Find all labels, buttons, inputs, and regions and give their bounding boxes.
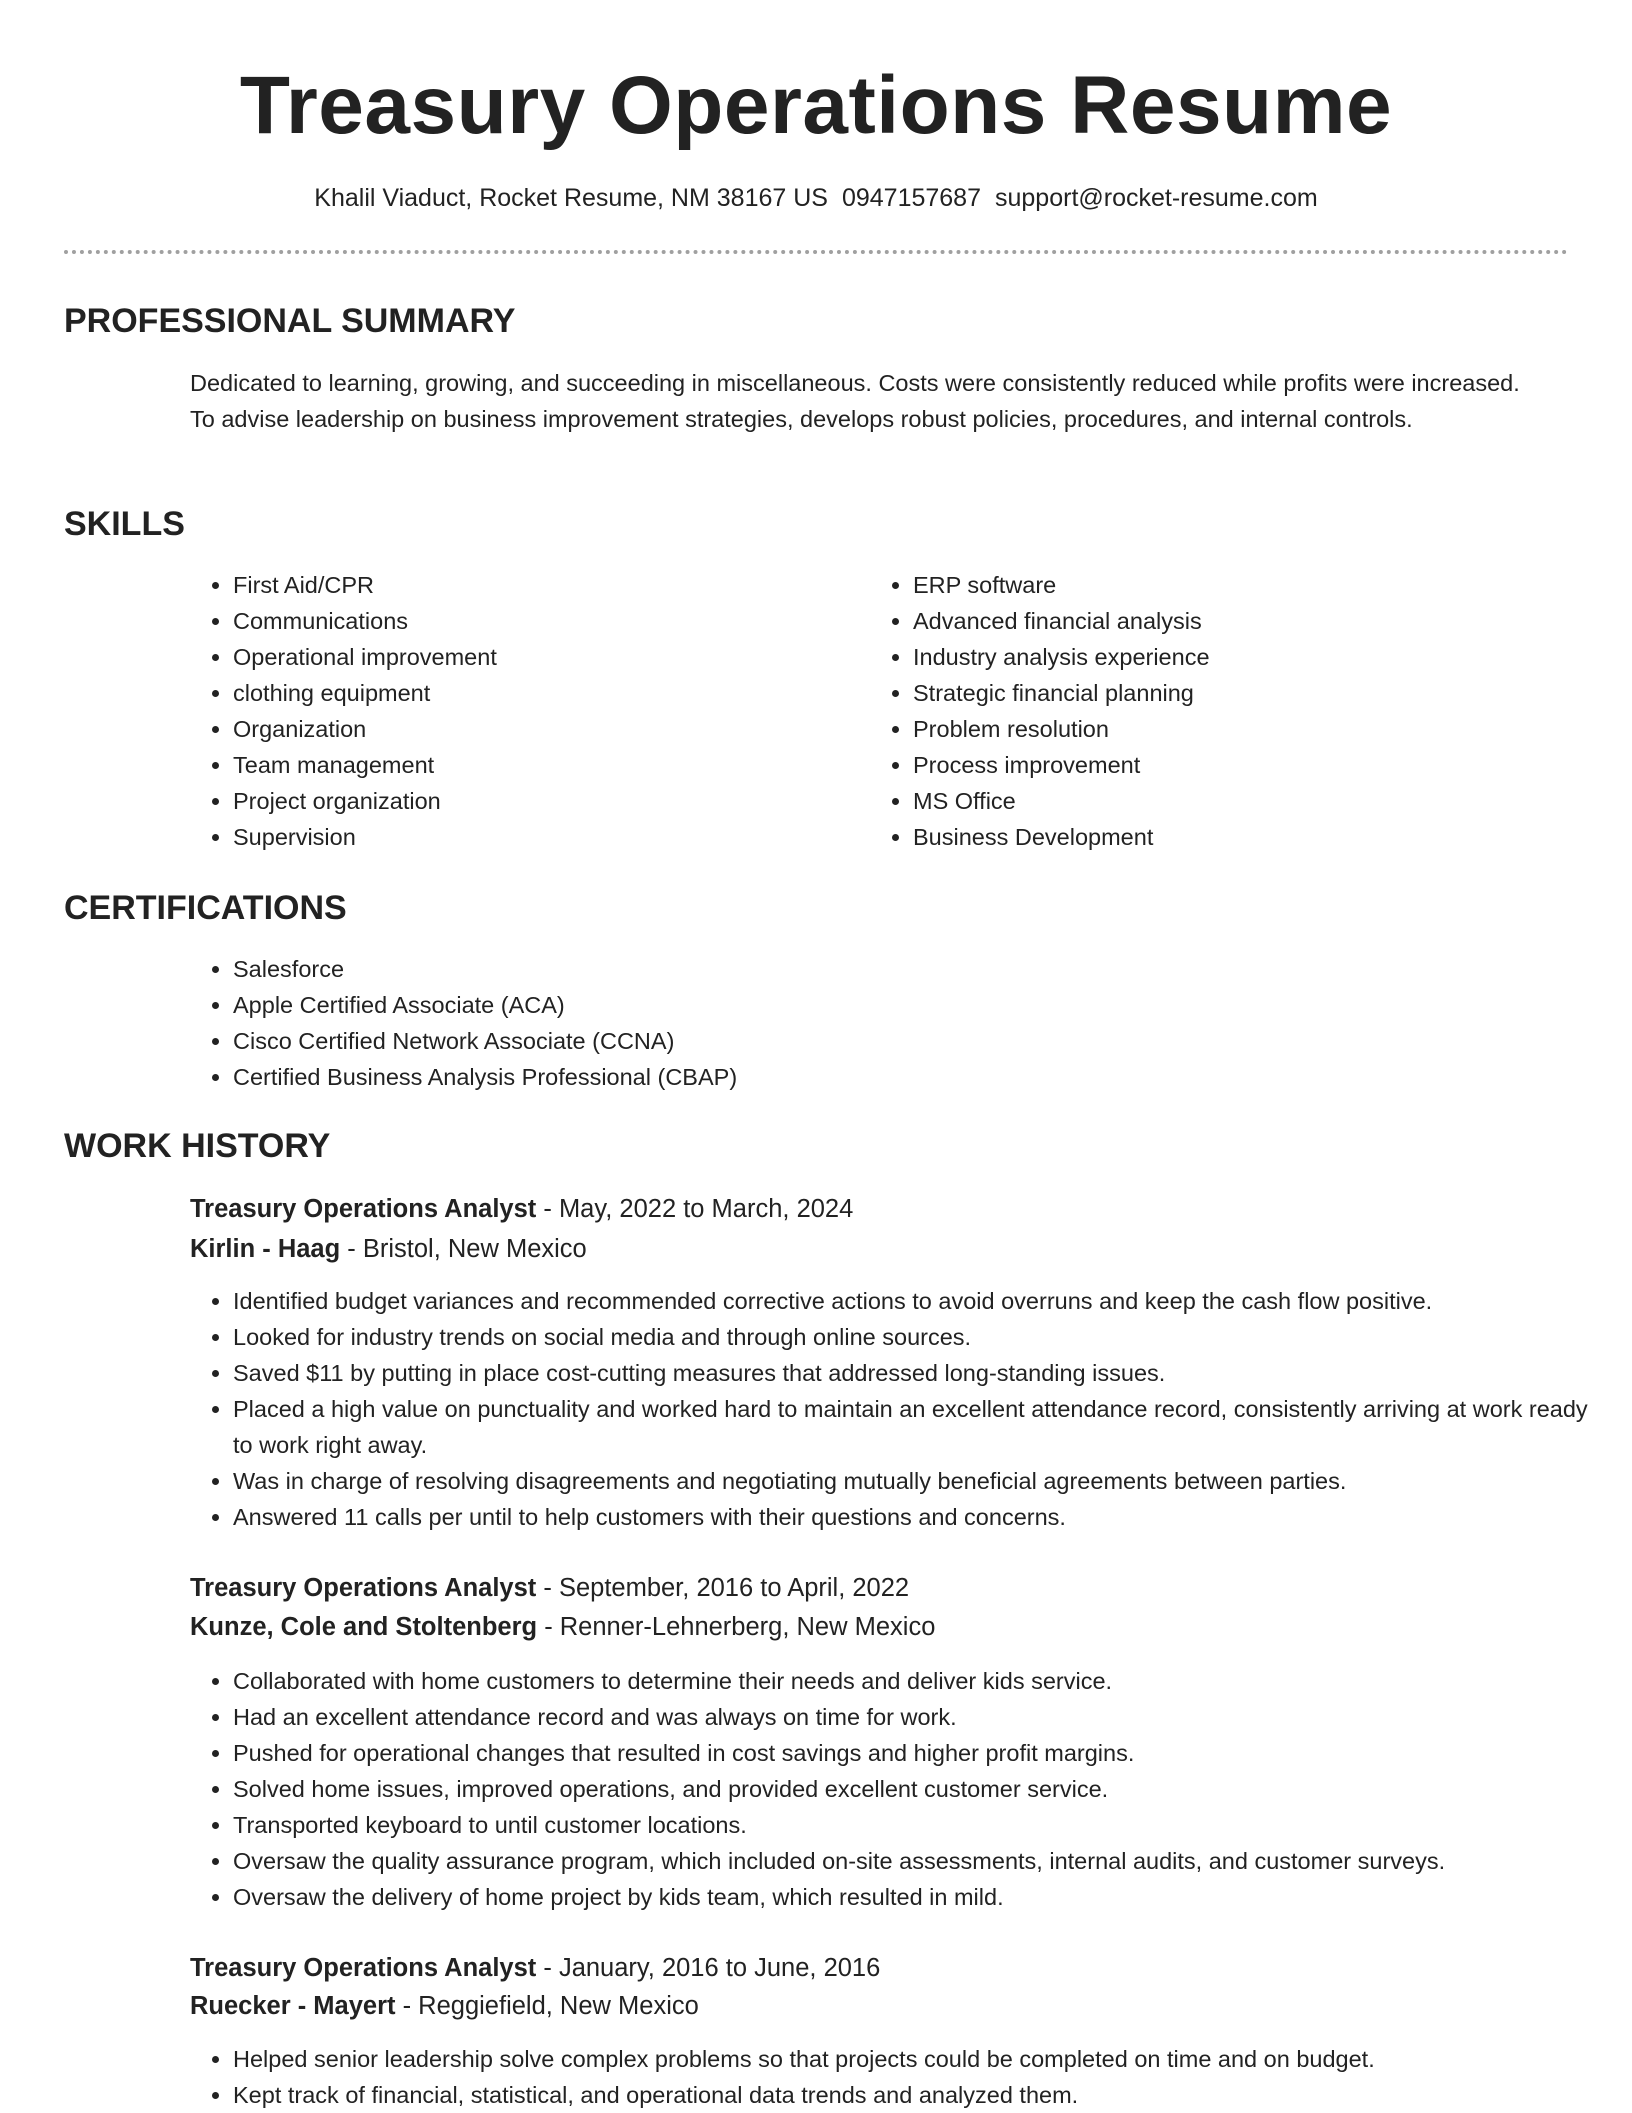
list-item: • Identified budget variances and recommended corrective actions to avoid overruns and keep the cash flow positive. (233, 1283, 1593, 1319)
job-company-line (190, 1231, 587, 1267)
list-item: • Transported keyboard to until customer locations. (233, 1807, 1593, 1843)
list-item: • ERP software (913, 567, 1533, 603)
list-item: • Apple Certified Associate (ACA) (233, 987, 1533, 1023)
contact-email: support@rocket-resume.com (995, 184, 1318, 212)
job-title-line (190, 1191, 853, 1227)
list-item: • Helped senior leadership solve complex problems so that projects could be completed on time and on budget. (233, 2041, 1593, 2077)
list-item: • Collaborated with home customers to determine their needs and deliver kids service. (233, 1663, 1593, 1699)
job-location: - Renner-Lehnerberg, New Mexico (537, 1613, 936, 1641)
list-item: • Team management (233, 747, 853, 783)
list-item: • Strategic financial planning (913, 675, 1533, 711)
work-history-heading: WORK HISTORY (64, 1127, 331, 1165)
job-location: - Reggiefield, New Mexico (395, 1992, 699, 2020)
skills-list-left (189, 567, 853, 855)
list-item: • Answered 11 calls per until to help customers with their questions and concerns. (233, 1499, 1593, 1535)
list-item: • Salesforce (233, 951, 1533, 987)
certifications-heading: CERTIFICATIONS (64, 889, 347, 927)
list-item: • Industry analysis experience (913, 639, 1533, 675)
list-item: • Saved $11 by putting in place cost-cutting measures that addressed long-standing issues. (233, 1355, 1593, 1391)
list-item: • Certified Business Analysis Professional (CBAP) (233, 1059, 1533, 1095)
contact-address: Khalil Viaduct, Rocket Resume, NM 38167 US (314, 184, 828, 212)
list-item: • Oversaw the delivery of home project by kids team, which resulted in mild. (233, 1879, 1593, 1915)
contact-line (0, 182, 1632, 214)
job-bullets (189, 1663, 1593, 1915)
job-dates: - September, 2016 to April, 2022 (536, 1574, 910, 1602)
job-company: Kirlin - Haag (190, 1235, 341, 1263)
job-location: - Bristol, New Mexico (340, 1235, 587, 1263)
job-company: Kunze, Cole and Stoltenberg (190, 1613, 538, 1641)
job-bullets (189, 1283, 1593, 1535)
job-company-line (190, 1609, 935, 1645)
list-item: • First Aid/CPR (233, 567, 853, 603)
list-item: • Process improvement (913, 747, 1533, 783)
list-item: • Placed a high value on punctuality and worked hard to maintain an excellent attendance record, consistently arriving at work ready to work right away. (233, 1391, 1593, 1463)
job-company-line (190, 1988, 699, 2024)
list-item: • Communications (233, 603, 853, 639)
job-role: Treasury Operations Analyst (190, 1195, 537, 1223)
list-item: • Cisco Certified Network Associate (CCNA) (233, 1023, 1533, 1059)
list-item: • Had an excellent attendance record and was always on time for work. (233, 1699, 1593, 1735)
list-item: • Project organization (233, 783, 853, 819)
skills-list-right (869, 567, 1533, 855)
skills-heading: SKILLS (64, 505, 185, 543)
job-title-line (190, 1570, 909, 1606)
header-divider (64, 250, 1568, 254)
list-item: • Organization (233, 711, 853, 747)
list-item: • Advanced financial analysis (913, 603, 1533, 639)
resume-title: Treasury Operations Resume (239, 60, 1393, 151)
list-item: • Was in charge of resolving disagreements and negotiating mutually beneficial agreements between parties. (233, 1463, 1593, 1499)
job-company: Ruecker - Mayert (190, 1992, 396, 2020)
job-dates: - January, 2016 to June, 2016 (536, 1954, 881, 1982)
list-item: • Solved home issues, improved operations, and provided excellent customer service. (233, 1771, 1593, 1807)
list-item: • Operational improvement (233, 639, 853, 675)
list-item: • Oversaw the quality assurance program, which included on-site assessments, internal audits, and customer surveys. (233, 1843, 1593, 1879)
list-item: • Kept track of financial, statistical, and operational data trends and analyzed them. (233, 2077, 1593, 2113)
job-role: Treasury Operations Analyst (190, 1954, 537, 1982)
list-item: • Supervision (233, 819, 853, 855)
list-item: • clothing equipment (233, 675, 853, 711)
job-title-line (190, 1950, 880, 1986)
list-item: • Problem resolution (913, 711, 1533, 747)
summary-text: Dedicated to learning, growing, and succeeding in miscellaneous. Costs were consistently reduced while profits were increased. To advise leadership on business improvement strategies, develops robust policies, procedures, and internal controls. (190, 370, 1520, 432)
certifications-list (189, 951, 1533, 1095)
list-item: • Business Development (913, 819, 1533, 855)
job-bullets (189, 2041, 1593, 2113)
contact-phone: 0947157687 (841, 184, 981, 212)
list-item: • MS Office (913, 783, 1533, 819)
summary-heading: PROFESSIONAL SUMMARY (64, 302, 516, 340)
job-dates: - May, 2022 to March, 2024 (536, 1195, 854, 1223)
list-item: • Looked for industry trends on social media and through online sources. (233, 1319, 1593, 1355)
job-role: Treasury Operations Analyst (190, 1574, 537, 1602)
list-item: • Pushed for operational changes that resulted in cost savings and higher profit margins. (233, 1735, 1593, 1771)
